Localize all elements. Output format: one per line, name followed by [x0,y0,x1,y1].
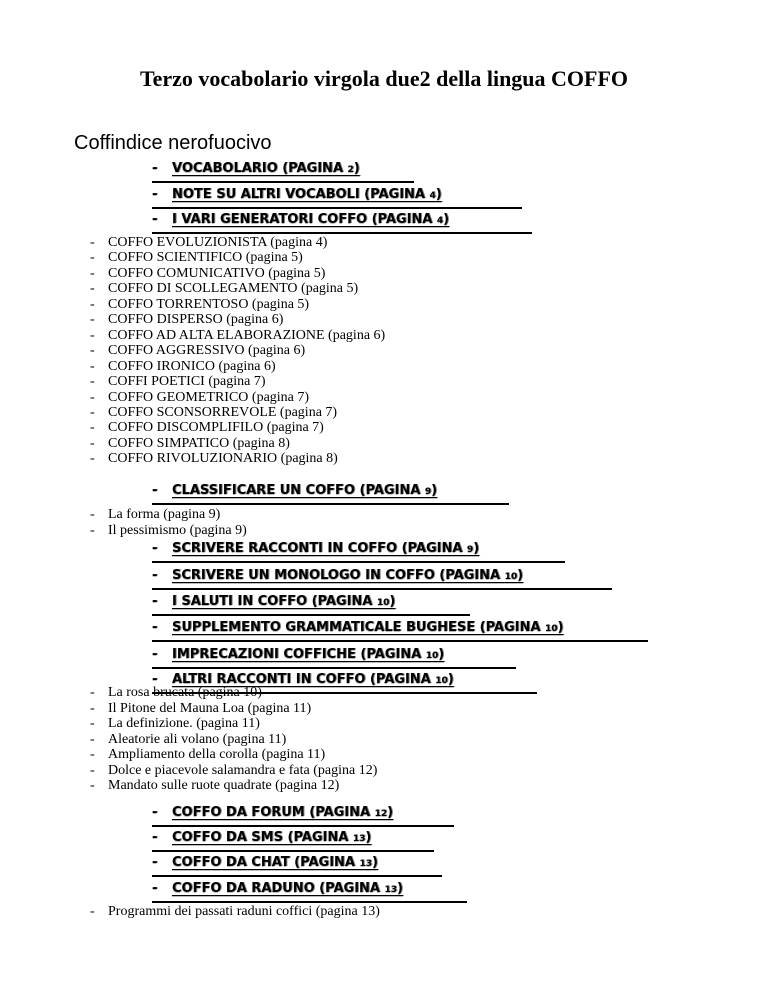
story-item [90,732,286,747]
classify-item [90,507,220,522]
list-item-text: COFFO SCONSORREVOLE (pagina 7) [108,404,338,420]
toc-entry[interactable] [152,645,516,669]
toc-page-number: 2 [347,165,354,175]
toc-page-number: 4 [429,191,436,201]
generator-item [90,359,276,374]
toc-label: I SALUTI IN COFFO ( [172,594,318,609]
generator-item [90,390,309,405]
toc-close: ) [447,672,454,687]
toc-dash: - [152,568,158,583]
list-item-text: Il pessimismo (pagina 9) [108,522,247,538]
list-item-text: Ampliamento della corolla (pagina 11) [108,747,326,762]
list-dash: - [90,507,95,522]
generator-item [90,343,305,358]
toc-label: COFFO DA CHAT ( [172,855,301,870]
list-item-text: COFFO DISPERSO (pagina 6) [108,312,284,328]
toc-close: ) [397,881,403,896]
toc-page-word: PAGINA [485,620,545,635]
list-item-text: La definizione. (pagina 11) [108,716,260,731]
list-dash: - [90,904,95,919]
list-item-text: COFFO EVOLUZIONISTA (pagina 4) [108,235,328,250]
document-title: Terzo vocabolario virgola due2 della lingua COFFO [139,66,629,91]
toc-page-word: PAGINA [366,647,426,662]
list-dash: - [90,404,95,420]
toc-page-word: PAGINA [325,881,385,896]
list-item-text: Il Pitone del Mauna Loa (pagina 11) [108,700,312,716]
toc-close: ) [443,212,450,227]
list-dash: - [90,420,95,436]
generator-item [90,250,303,265]
toc-dash: - [152,672,158,687]
toc-label: COFFO DA RADUNO ( [172,881,326,896]
list-dash: - [90,343,95,359]
generator-item [90,235,327,250]
list-dash: - [90,296,95,312]
story-item [90,763,377,778]
toc-dash: - [152,805,158,820]
story-item [90,701,311,716]
list-dash: - [90,235,95,250]
list-item-text: COFFO DISCOMPLIFILO (pagina 7) [108,420,324,436]
story-item [90,716,260,731]
generator-item [90,312,283,327]
toc-entry[interactable] [152,481,509,505]
list-item-text: La forma (pagina 9) [108,507,221,522]
toc-page-number: 9 [466,545,474,555]
generator-item [90,266,325,281]
list-item-text: COFFO COMUNICATIVO (pagina 5) [108,265,326,281]
story-item [90,778,339,793]
list-dash: - [90,265,95,281]
classify-item [90,523,247,538]
list-item-text: Aleatorie ali volano (pagina 11) [108,731,287,747]
list-item-text: Programmi dei passati raduni coffici (pagina 13) [108,904,380,919]
toc-page-number: 10 [376,598,390,608]
toc-page-number: 4 [436,216,444,226]
toc-page-word: PAGINA [365,483,425,498]
generator-item [90,420,324,435]
toc-label: ALTRI RACCONTI IN COFFO ( [172,672,376,687]
list-dash: - [90,327,95,343]
toc-close: ) [387,805,394,820]
toc-label: CLASSIFICARE UN COFFO ( [172,483,366,498]
toc-dash: - [152,830,158,845]
list-dash: - [90,716,95,731]
list-item-text: COFFO AD ALTA ELABORAZIONE (pagina 6) [108,327,386,343]
toc-label: SCRIVERE UN MONOLOGO IN COFFO ( [172,568,446,583]
generator-item [90,374,266,389]
list-item-text: COFFO DI SCOLLEGAMENTO (pagina 5) [108,281,359,297]
toc-entry[interactable] [152,618,648,642]
toc-entry[interactable] [152,803,454,827]
toc-page-word: PAGINA [407,541,467,556]
toc-page-word: PAGINA [317,594,377,609]
toc-close: ) [557,620,564,635]
toc-page-word: PAGINA [288,161,348,176]
toc-page-number: 10 [504,572,518,582]
toc-dash: - [152,881,158,896]
list-item-text: COFFO TORRENTOSO (pagina 5) [108,296,310,312]
list-dash: - [90,389,95,405]
list-item-text: Dolce e piacevole salamandra e fata (pagina 12) [108,762,378,778]
list-item-text: COFFO SIMPATICO (pagina 8) [108,435,290,451]
generator-item [90,451,338,466]
generator-item [90,405,337,420]
toc-page-word: PAGINA [370,187,430,202]
list-dash: - [90,522,95,538]
list-item-text: COFFO SCIENTIFICO (pagina 5) [108,250,303,266]
list-dash: - [90,747,95,762]
toc-page-word: PAGINA [445,568,505,583]
toc-dash: - [152,483,158,498]
list-item-text: COFFO GEOMETRICO (pagina 7) [108,389,310,405]
toc-close: ) [389,594,396,609]
list-dash: - [90,451,95,467]
list-item-text: COFFI POETICI (pagina 7) [108,374,266,390]
toc-dash: - [152,541,158,556]
list-dash: - [90,731,95,747]
toc-page-word: PAGINA [300,855,360,870]
list-item-text: La rosa brucata (pagina 10) [108,685,262,700]
toc-close: ) [372,855,378,870]
toc-dash: - [152,187,158,202]
toc-heading: Coffindice nerofuocivo [74,132,272,154]
list-dash: - [90,358,95,374]
toc-label: SCRIVERE RACCONTI IN COFFO ( [172,541,408,556]
generator-item [90,328,385,343]
toc-close: ) [438,647,445,662]
toc-dash: - [152,620,158,635]
list-item-text: COFFO AGGRESSIVO (pagina 6) [108,343,306,359]
toc-page-number: 13 [352,834,366,844]
list-item-text: Mandato sulle ruote quadrate (pagina 12) [108,778,340,793]
toc-entry[interactable] [152,879,467,903]
toc-page-word: PAGINA [315,805,375,820]
toc-entry[interactable] [152,210,532,234]
toc-entry[interactable] [152,566,612,590]
toc-entry[interactable] [152,539,565,563]
list-dash: - [90,312,95,328]
toc-dash: - [152,161,158,176]
story-item [90,747,325,762]
list-dash: - [90,700,95,716]
toc-close: ) [517,568,524,583]
toc-page-number: 10 [435,676,448,686]
list-item-text: COFFO IRONICO (pagina 6) [108,358,276,374]
list-dash: - [90,685,95,700]
raduno-item [90,904,380,919]
toc-page-word: PAGINA [293,830,353,845]
toc-label: COFFO DA FORUM ( [172,805,316,820]
list-item-text: COFFO RIVOLUZIONARIO (pagina 8) [108,451,338,467]
toc-label: VOCABOLARIO ( [172,161,289,176]
story-item [90,685,262,700]
toc-dash: - [152,212,158,227]
list-dash: - [90,435,95,451]
toc-entry[interactable] [152,185,522,209]
toc-dash: - [152,594,158,609]
toc-label: NOTE SU ALTRI VOCABOLI ( [172,187,371,202]
toc-close: ) [431,483,438,498]
list-dash: - [90,762,95,778]
toc-page-word: PAGINA [377,212,437,227]
toc-dash: - [152,647,158,662]
toc-close: ) [353,161,360,176]
toc-label: IMPRECAZIONI COFFICHE ( [172,647,367,662]
toc-entry[interactable] [152,592,470,616]
toc-close: ) [365,830,372,845]
toc-entry[interactable] [152,853,442,877]
list-dash: - [90,374,95,390]
toc-label: COFFO DA SMS ( [172,830,294,845]
list-dash: - [90,250,95,266]
list-dash: - [90,778,95,793]
list-dash: - [90,281,95,297]
toc-page-word: PAGINA [375,672,436,687]
toc-dash: - [152,855,158,870]
toc-label: SUPPLEMENTO GRAMMATICALE BUGHESE ( [172,620,486,635]
toc-entry[interactable] [152,828,434,852]
toc-page-number: 10 [544,624,558,634]
toc-label: I VARI GENERATORI COFFO ( [172,212,378,227]
toc-page-number: 13 [384,885,398,895]
toc-close: ) [435,187,442,202]
toc-entry[interactable] [152,159,414,183]
toc-close: ) [473,541,480,556]
toc-page-number: 12 [374,809,388,819]
toc-page-number: 9 [424,487,432,497]
generator-item [90,297,309,312]
toc-page-number: 13 [359,859,373,869]
generator-item [90,281,358,296]
generator-item [90,436,290,451]
toc-page-number: 10 [425,651,439,661]
